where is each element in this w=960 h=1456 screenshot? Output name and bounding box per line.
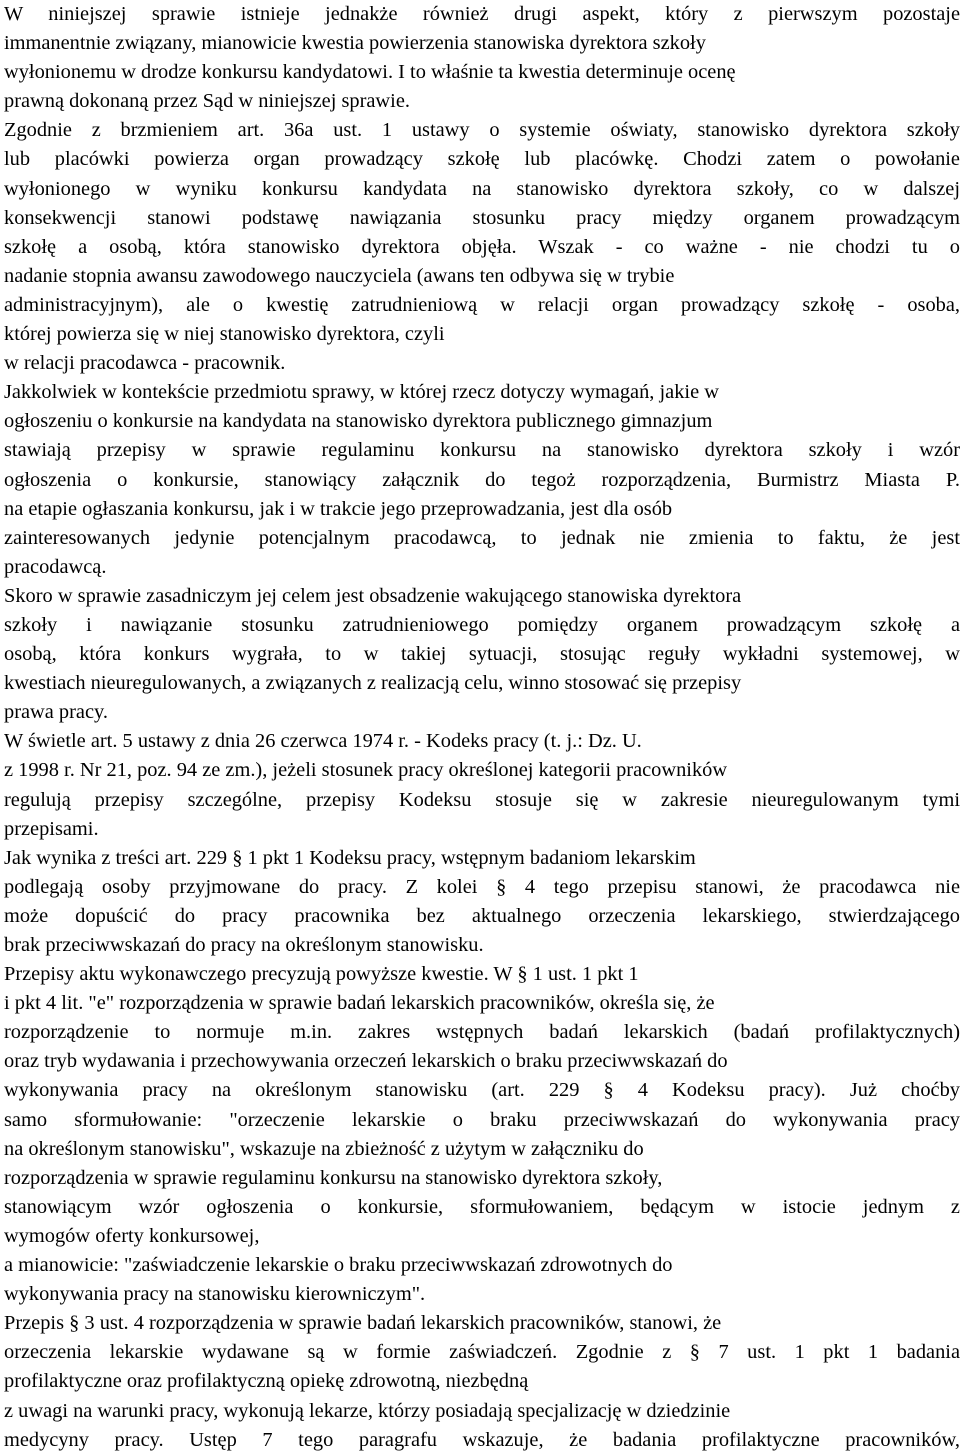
text-line: osobą, która konkurs wygrała, to w takiej sytuacji, stosując reguły wykładni systemowej, w (4, 643, 960, 666)
text-line: Przepis § 3 ust. 4 rozporządzenia w sprawie badań lekarskich pracowników, stanowi, że (4, 1312, 722, 1335)
text-line: wykonywania pracy na stanowisku kierowniczym". (4, 1283, 426, 1306)
text-line: rozporządzenia w sprawie regulaminu konkursu na stanowisko dyrektora szkoły, (4, 1166, 663, 1189)
text-line: profilaktyczne oraz profilaktyczną opiekę zdrowotną, niezbędną (4, 1370, 529, 1393)
text-line: podlegają osoby przyjmowane do pracy. Z kolei § 4 tego przepisu stanowi, że pracodawca nie (4, 875, 960, 898)
document-body (4, 0, 960, 1455)
text-line: lub placówki powierza organ prowadzący szkołę lub placówkę. Chodzi zatem o powołanie (4, 148, 960, 171)
text-line: wyłonionego w wyniku konkursu kandydata na stanowisko dyrektora szkoły, co w dalszej (4, 177, 960, 200)
text-line: regulują przepisy szczególne, przepisy Kodeksu stosuje się w zakresie nieuregulowanym tymi (4, 788, 960, 811)
text-line: Przepisy aktu wykonawczego precyzują powyższe kwestie. W § 1 ust. 1 pkt 1 (4, 963, 639, 986)
text-line: prawa pracy. (4, 701, 108, 724)
text-line: a mianowicie: "zaświadczenie lekarskie o braku przeciwwskazań zdrowotnych do (4, 1254, 673, 1277)
text-line: ogłoszeniu o konkursie na kandydata na stanowisko dyrektora publicznego gimnazjum (4, 410, 713, 433)
text-line: zainteresowanych jedynie potencjalnym pracodawcą, to jednak nie zmienia to faktu, że jest (4, 526, 960, 549)
text-line: przepisami. (4, 817, 99, 840)
text-line: prawną dokonaną przez Sąd w niniejszej sprawie. (4, 90, 410, 113)
text-line: brak przeciwwskazań do pracy na określonym stanowisku. (4, 934, 484, 956)
text-line: oraz tryb wydawania i przechowywania orzeczeń lekarskich o braku przeciwwskazań do (4, 1050, 728, 1073)
text-line: w relacji pracodawca - pracownik. (4, 352, 286, 375)
text-line: której powierza się w niej stanowisko dyrektora, czyli (4, 323, 445, 346)
text-line: i pkt 4 lit. "e" rozporządzenia w sprawie badań lekarskich pracowników, określa się, że (4, 992, 715, 1015)
text-line: wymogów oferty konkursowej, (4, 1224, 260, 1247)
text-line: administracyjnym), ale o kwestię zatrudnieniową w relacji organ prowadzący szkołę - osoba, (4, 293, 960, 316)
text-line: stanowiącym wzór ogłoszenia o konkursie, sformułowaniem, będącym w istocie jednym z (4, 1195, 960, 1218)
text-line: W niniejszej sprawie istnieje jednakże również drugi aspekt, który z pierwszym pozostaje (4, 3, 960, 25)
text-line: W świetle art. 5 ustawy z dnia 26 czerwca 1974 r. - Kodeks pracy (t. j.: Dz. U. (4, 730, 642, 753)
text-line: rozporządzenie to normuje m.in. zakres wstępnych badań lekarskich (badań profilaktycznych) (4, 1021, 960, 1044)
text-line: nadanie stopnia awansu zawodowego nauczyciela (awans ten odbywa się w trybie (4, 264, 675, 287)
text-line: szkołę a osobą, która stanowisko dyrektora objęła. Wszak - co ważne - nie chodzi tu o (4, 235, 960, 258)
text-line: samo sformułowanie: "orzeczenie lekarskie o braku przeciwwskazań do wykonywania pracy (4, 1108, 960, 1131)
text-line: ogłoszenia o konkursie, stanowiący załącznik do tegoż rozporządzenia, Burmistrz Miasta P. (4, 468, 960, 491)
text-line: kwestiach nieuregulowanych, a związanych z realizacją celu, winno stosować się przepisy (4, 672, 742, 695)
text-line: immanentnie związany, mianowicie kwestia powierzenia stanowiska dyrektora szkoły (4, 32, 706, 55)
text-line: Jakkolwiek w kontekście przedmiotu sprawy, w której rzecz dotyczy wymagań, jakie w (4, 381, 719, 404)
text-line: z 1998 r. Nr 21, poz. 94 ze zm.), jeżeli stosunek pracy określonej kategorii pracowników (4, 759, 728, 782)
text-line: Skoro w sprawie zasadniczym jej celem jest obsadzenie wakującego stanowiska dyrektora (4, 584, 742, 607)
text-line: medycyny pracy. Ustęp 7 tego paragrafu wskazuje, że badania profilaktyczne pracowników, (4, 1428, 960, 1451)
text-line: pracodawcą. (4, 555, 107, 578)
text-line: wyłonionemu w drodze konkursu kandydatowi. I to właśnie ta kwestia determinuje ocenę (4, 61, 736, 84)
text-line: konsekwencji stanowi podstawę nawiązania stosunku pracy między organem prowadzącym (4, 206, 960, 229)
text-line: na określonym stanowisku", wskazuje na zbieżność z użytym w załączniku do (4, 1137, 644, 1160)
text-line: Jak wynika z treści art. 229 § 1 pkt 1 Kodeksu pracy, wstępnym badaniom lekarskim (4, 846, 696, 869)
text-line: może dopuścić do pracy pracownika bez aktualnego orzeczenia lekarskiego, stwierdzającego (4, 904, 960, 927)
text-line: orzeczenia lekarskie wydawane są w formie zaświadczeń. Zgodnie z § 7 ust. 1 pkt 1 badania (4, 1341, 960, 1364)
text-line: na etapie ogłaszania konkursu, jak i w trakcie jego przeprowadzania, jest dla osób (4, 497, 673, 520)
text-line: z uwagi na warunki pracy, wykonują lekarze, którzy posiadają specjalizację w dziedzinie (4, 1399, 731, 1422)
text-line: stawiają przepisy w sprawie regulaminu konkursu na stanowisko dyrektora szkoły i wzór (4, 439, 960, 462)
text-line: Zgodnie z brzmieniem art. 36a ust. 1 ustawy o systemie oświaty, stanowisko dyrektora szkoły (4, 119, 960, 142)
text-line: wykonywania pracy na określonym stanowisku (art. 229 § 4 Kodeksu pracy). Już choćby (4, 1079, 960, 1102)
text-line: szkoły i nawiązanie stosunku zatrudnieniowego pomiędzy organem prowadzącym szkołę a (4, 613, 960, 636)
